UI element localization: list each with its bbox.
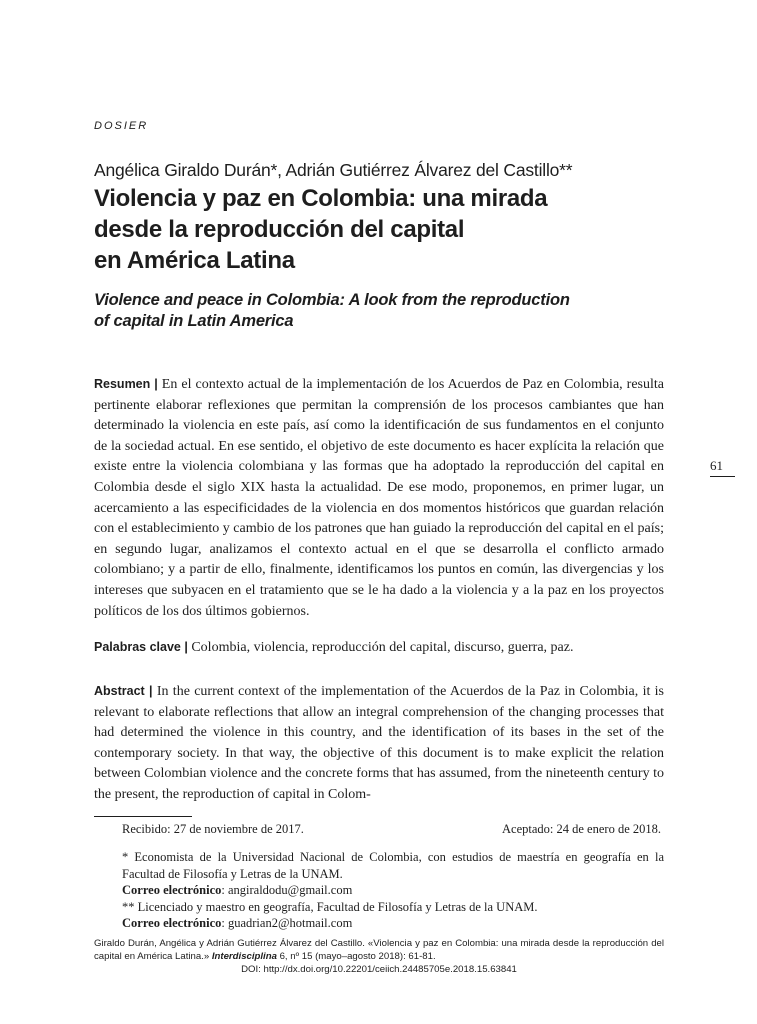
email-label: Correo electrónico [122,916,222,931]
article-title [94,183,654,276]
resumen-label: Resumen | [94,377,158,391]
email-label: Correo electrónico [122,883,222,898]
article-title-english-line: Violence and peace in Colombia: A look from the reproduction [94,291,570,309]
abstract-label: Abstract | [94,684,153,698]
author-note-1: * Economista de la Universidad Nacional de Colombia, con estudios de maestría en geografía en la Facultad de Filosofía y Letras de la UNAM. [122,850,664,881]
author-email-2 [122,915,664,932]
keywords-text: Colombia, violencia, reproducción del capital, discurso, guerra, paz. [191,640,574,655]
author-email-1 [122,882,664,899]
citation [94,937,664,963]
resumen-text: En el contexto actual de la implementación de los Acuerdos de Paz en Colombia, resulta pertinente elaborar reflexiones que permitan la comprensión de los procesos cambiantes que han determinado la violencia en este país, así como la identificación de sus fundamentos en el conjunto de la sociedad actual. En ese sentido, el objetivo de este documento es hacer explícita la relación que existe entre la violencia colombiana y las formas que ha adoptado la reproducción del capital en Colombia desde el siglo XIX hasta la actualidad. De ese modo, proponemos, en primer lugar, un acercamiento a las especificidades de la violencia en dos momentos históricos que guardan relación con el establecimiento y cambio de los patrones que han guiado la reproducción del capital en el país; en segundo lugar, analizamos el contexto actual en el que se desarrolla el conflicto armado colombiano; y a partir de ello, finalmente, identificamos los puntos en común, las divergencias y los intereses que subyacen en el tratamiento que se le ha dado a la violencia y a la paz en los proyectos políticos de los dos últimos gobiernos. [94,377,664,619]
received-date: Recibido: 27 de noviembre de 2017. [122,822,304,836]
keywords-label: Palabras clave | [94,640,188,654]
article-title-line: en América Latina [94,247,295,274]
abstract-text: In the current context of the implementation of the Acuerdos de la Paz in Colombia, it is relevant to elaborate reflections that allow an integral comprehension of the changing processes that had determined the violence in this country, and the identification of its bases in the set of the contemporary society. In that way, the objective of this document is to make explicit the relation between Colombian violence and the concrete forms that has assumed, from the nineteenth century to the present, the reproduction of capital in Colom- [94,684,665,802]
article-title-line: Violencia y paz en Colombia: una mirada [94,185,548,212]
author-note-2: ** Licenciado y maestro en geografía, Facultad de Filosofía y Letras de la UNAM. [122,899,538,914]
page-number-rule [710,476,735,477]
email-value: : angiraldodu@gmail.com [221,883,353,898]
citation-text-end: 6, nº 15 (mayo–agosto 2018): 61-81. [276,951,436,962]
abstract-paragraph [94,681,664,806]
section-label: DOSIER [94,120,149,132]
journal-name: Interdisciplina [211,951,277,962]
article-title-english [94,290,654,332]
email-value: : guadrian2@hotmail.com [221,916,353,931]
article-title-english-line: of capital in Latin America [94,312,294,330]
resumen-paragraph [94,374,664,622]
page-number: 61 [710,458,723,473]
author-notes [122,849,664,932]
accepted-date: Aceptado: 24 de enero de 2018. [502,822,661,836]
keywords-paragraph [94,637,664,659]
article-title-line: desde la reproducción del capital [94,216,465,243]
citation-text: Giraldo Durán, Angélica y Adrián Gutiérrez Álvarez del Castillo. «Violencia y paz en Colombia: una mirada desde la reproducción del capital en América Latina.» [94,938,664,962]
footnote-divider [94,816,192,817]
doi: DOI: http://dx.doi.org/10.22201/ceiich.24485705e.2018.15.63841 [241,964,517,975]
authors: Angélica Giraldo Durán*, Adrián Gutiérrez Álvarez del Castillo** [94,160,573,180]
